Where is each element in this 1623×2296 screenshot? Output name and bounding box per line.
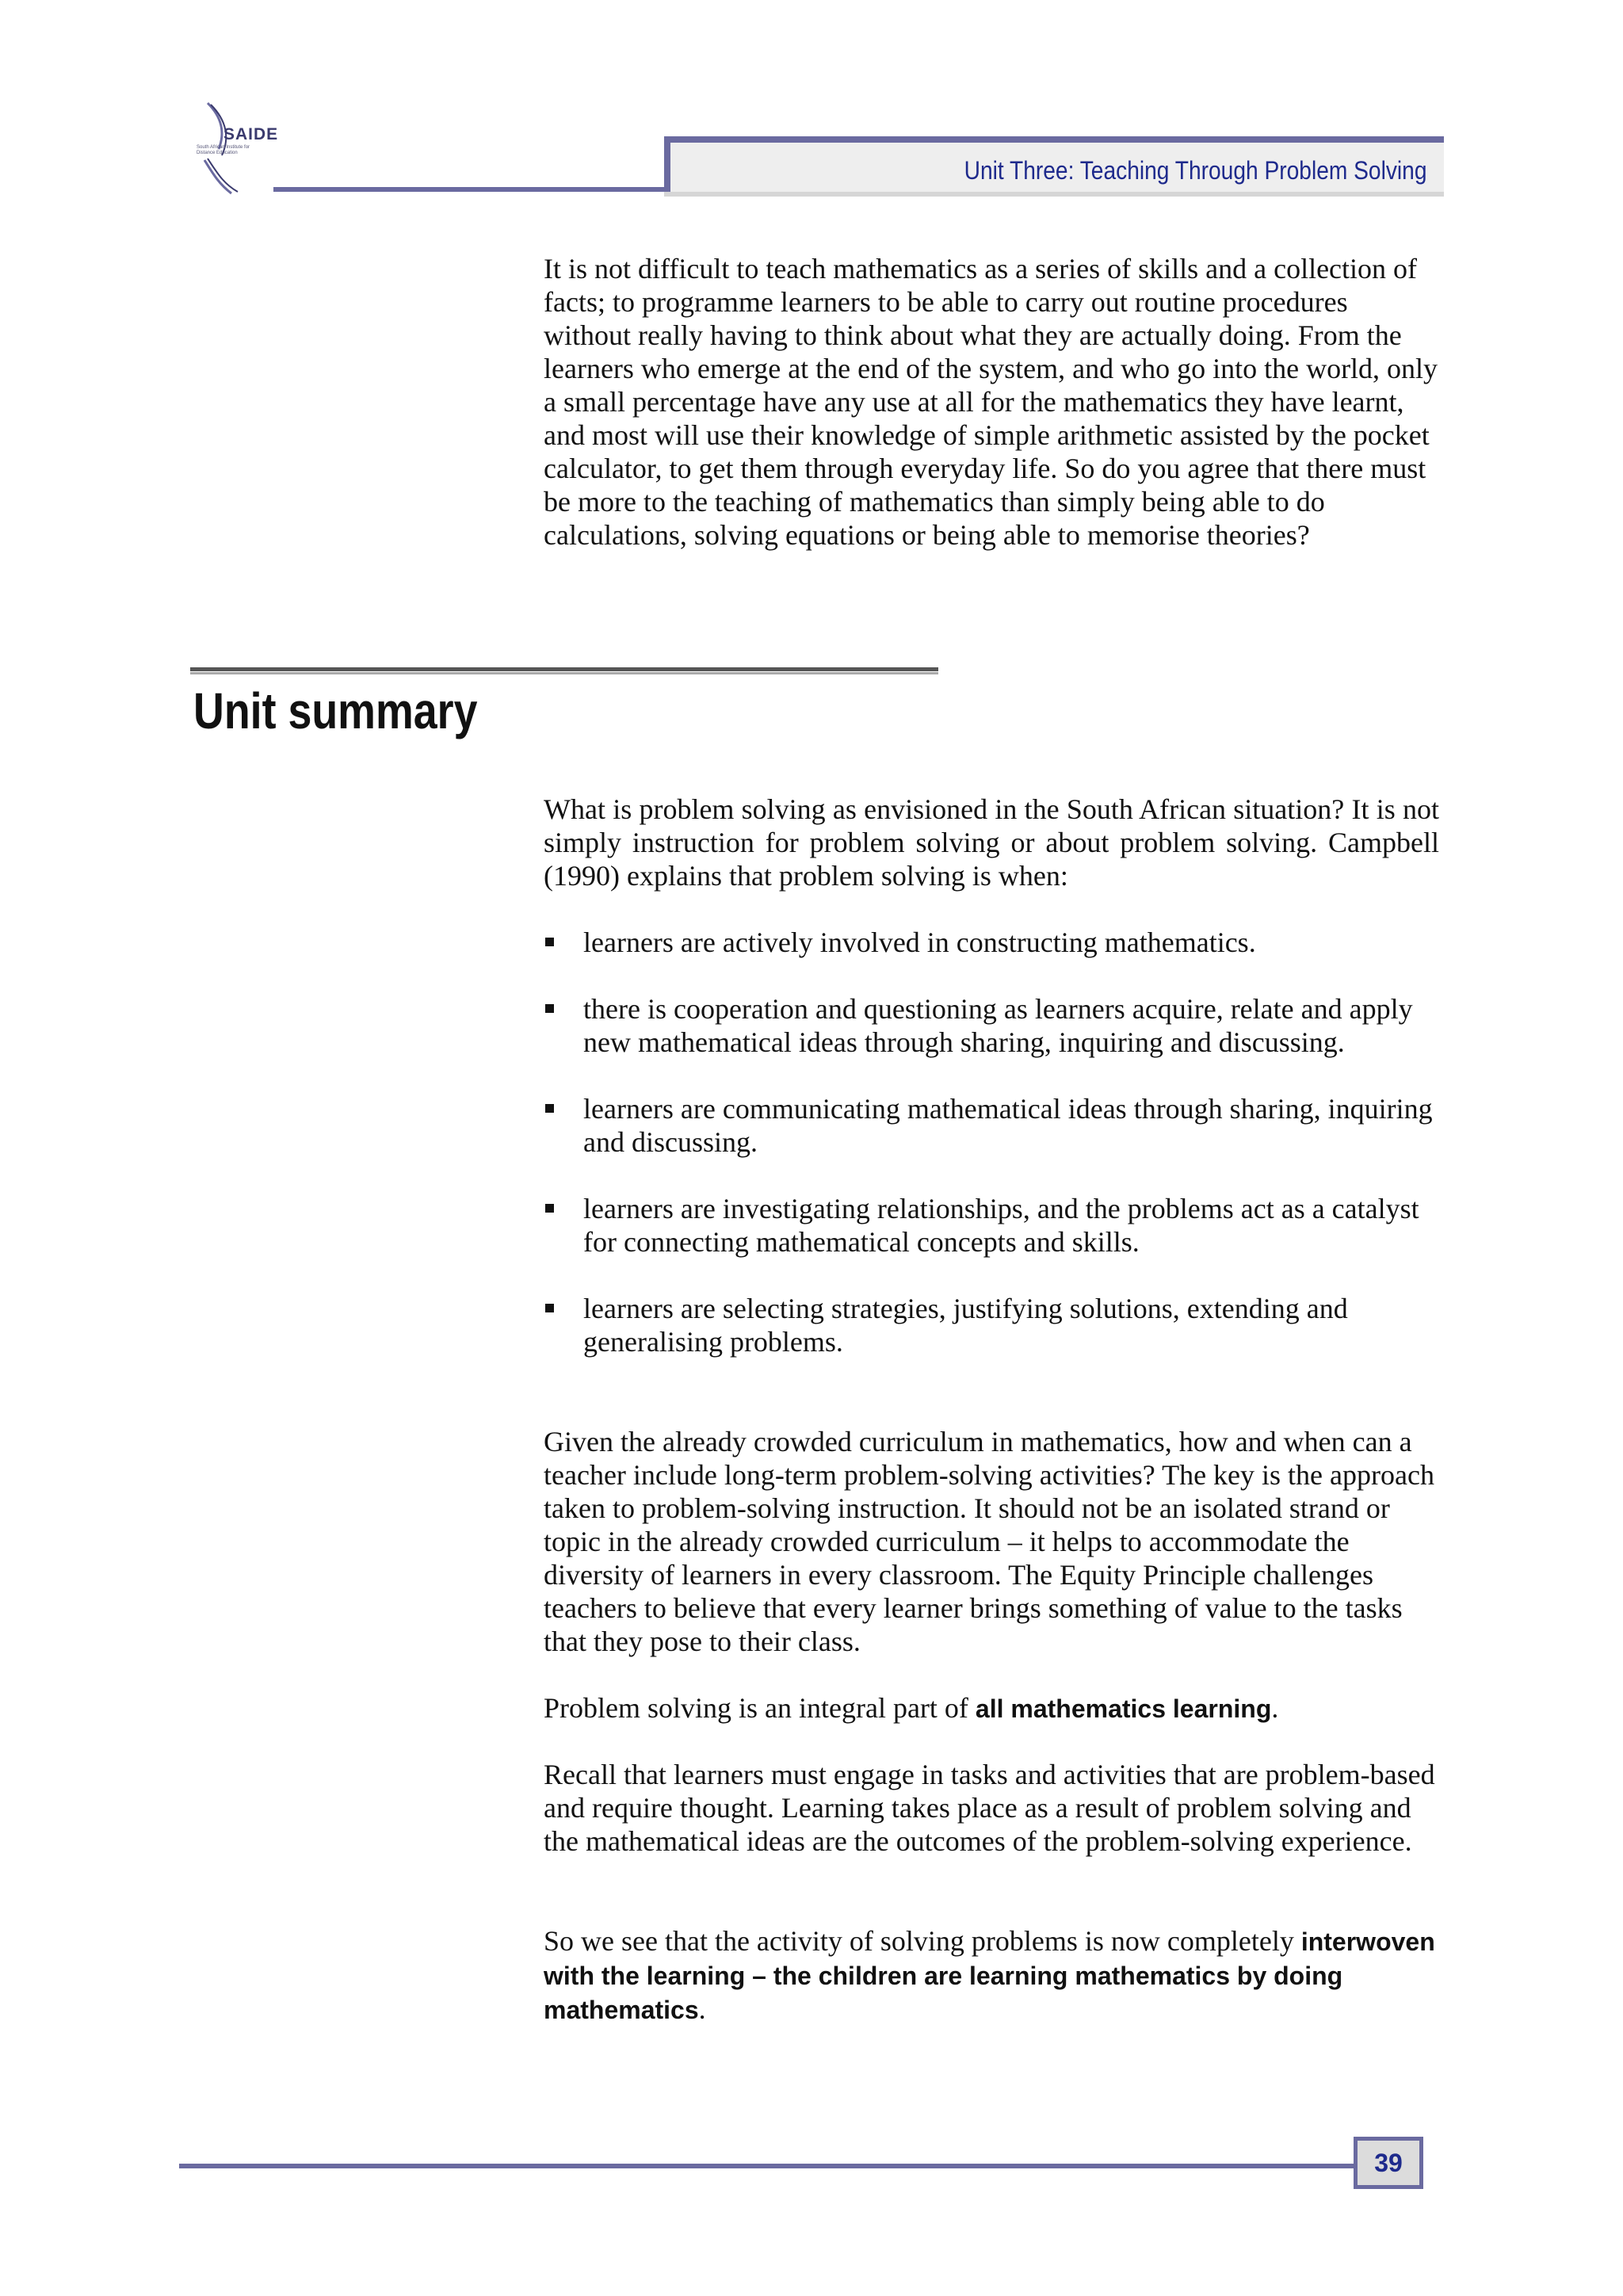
section-rule-shadow (190, 672, 938, 674)
list-item: learners are communicating mathematical ideas through sharing, inquiring and discussing. (544, 1092, 1439, 1159)
emphasis-text: interwoven with the learning – the children are learning mathematics by doing mathematics (544, 1927, 1435, 2024)
list-item: learners are actively involved in constructing mathematics. (544, 926, 1439, 959)
bullet-list (544, 926, 1439, 1392)
header-title-box (664, 136, 1444, 192)
header-rule (273, 187, 670, 192)
recall-paragraph: Recall that learners must engage in tasks and activities that are problem-based and require thought. Learning takes place as a result of problem solving and the mathematical ideas are the outcomes of the problem-solving experience. (544, 1759, 1435, 1857)
unit-title: Unit Three: Teaching Through Problem Solving (964, 156, 1426, 185)
lead-paragraph: What is problem solving as envisioned in the South African situation? It is not simply instruction for problem solving or about problem solving. Campbell (1990) explains that problem solving is when: (544, 793, 1439, 892)
emphasis-text: all mathematics learning (975, 1694, 1272, 1723)
page-number: 39 (1354, 2137, 1423, 2189)
bullet-square-icon (545, 1204, 554, 1213)
bullet-square-icon (545, 938, 554, 946)
logo-text: SAIDE (223, 125, 279, 143)
list-item: learners are selecting strategies, justifying solutions, extending and generalising problems. (544, 1292, 1439, 1358)
bullet-square-icon (545, 1104, 554, 1113)
integral-paragraph: Problem solving is an integral part of all mathematics learning. (544, 1692, 1279, 1724)
list-item: there is cooperation and questioning as learners acquire, relate and apply new mathematical ideas through sharing, inquiring and discussing. (544, 992, 1439, 1059)
footer-rule (179, 2164, 1355, 2168)
curriculum-paragraph: Given the already crowded curriculum in mathematics, how and when can a teacher include long-term problem-solving activities? The key is the approach taken to problem-solving instruction. It should not be an isolated strand or topic in the already crowded curriculum – it helps to accommodate the diversity of learners in every classroom. The Equity Principle challenges teachers to believe that every learner brings something of value to the tasks that they pose to their class. (544, 1426, 1434, 1657)
bullet-square-icon (545, 1004, 554, 1013)
bullet-square-icon (545, 1304, 554, 1312)
section-rule (190, 667, 938, 671)
list-item: learners are investigating relationships, and the problems act as a catalyst for connecting mathematical concepts and skills. (544, 1192, 1439, 1259)
intro-paragraph: It is not difficult to teach mathematics as a series of skills and a collection of facts; to programme learners to be able to carry out routine procedures without really having to think about what they are actually doing. From the learners who emerge at the end of the system, and who go into the world, only a small percentage have any use at all for the mathematics they have learnt, and most will use their knowledge of simple arithmetic assisted by the pocket calculator, to get them through everyday life. So do you agree that there must be more to the teaching of mathematics than simply being able to do calculations, solving equations or being able to memorise theories? (544, 253, 1438, 551)
closing-paragraph: So we see that the activity of solving problems is now completely interwoven with the learning – the children are learning mathematics by doing mathematics. (544, 1925, 1435, 2025)
logo-subtext: South African Institute for Distance Education (197, 145, 250, 155)
section-title: Unit summary (193, 682, 478, 739)
header-box-shadow (664, 192, 1444, 197)
